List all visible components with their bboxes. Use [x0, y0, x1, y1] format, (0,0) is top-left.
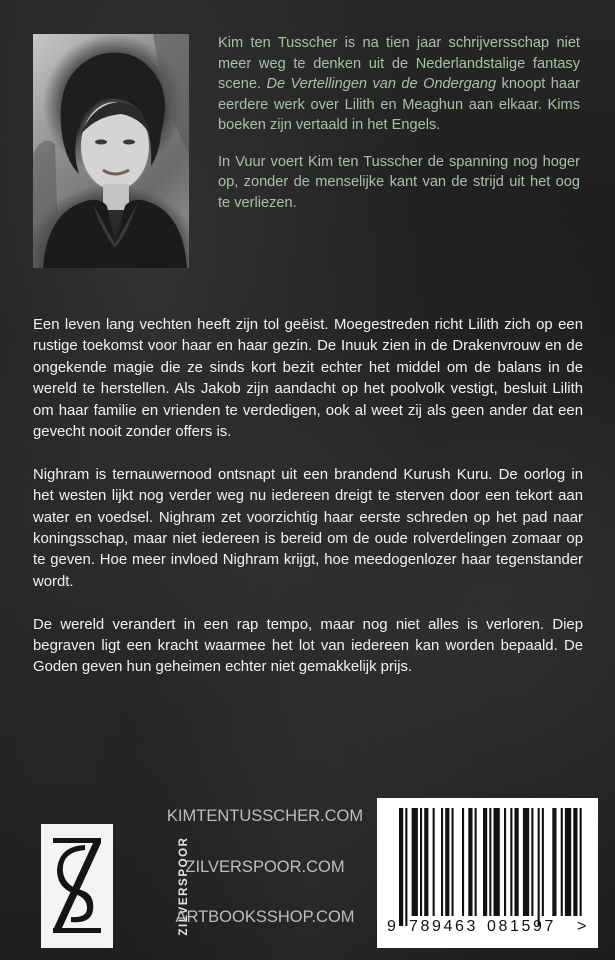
barcode-bar [494, 808, 500, 916]
barcode-bar [561, 808, 563, 916]
barcode-bar [538, 808, 540, 926]
barcode-bar [420, 808, 422, 916]
barcode-bar [452, 808, 454, 916]
barcode-bar [462, 808, 464, 916]
barcode-bar [433, 808, 435, 916]
barcode-bar [580, 808, 582, 916]
publisher-name: ZILVERSPOOR [178, 836, 190, 936]
blurb-paragraph-1: Een leven lang vechten heeft zijn tol geëist. Moegestreden richt Lilith zich op een rustige toekomst voor haar en haar gezin. De Inuuk zien in de Drakenvrouw en de ongekende magie die ze sinds kort bezit echter het middel om de balans in de wereld te herstellen. Als Jakob zijn aandacht op het poolvolk vestigt, besluit Lilith om haar familie en vrienden te verdedigen, ook al weet zij als geen ander dat een gevecht nooit zonder offers is. [33, 317, 583, 441]
blurb-paragraph-2: Nighram is ternauwernood ontsnapt uit een brandend Kurush Kuru. De oorlog in het westen lijkt nog verder weg nu iedereen dreigt te sterven door een tekort aan water en voedsel. Nighram zet voorzichtig haar eerste schreden op het pad naar koningsschap, maar niet iedereen is bereid om de oude rolverdelingen zomaar op te geven. Hoe meer invloed Nighram krijgt, hoe meedogenlozer haar tegenstander wordt. [33, 466, 583, 590]
author-bio [218, 33, 580, 229]
barcode-bar [552, 808, 556, 916]
author-bio-text: Kim ten Tusscher is na tien jaar schrijversschap niet meer weg te denken uit de Nederlandstalige fantasy scene. [218, 35, 580, 92]
isbn-barcode [377, 798, 598, 948]
barcode-bar [399, 808, 403, 926]
barcode-bar [468, 808, 472, 916]
isbn-group-1: 789463 [409, 918, 478, 935]
barcode-bar [515, 808, 519, 916]
barcode-bar [523, 808, 529, 916]
author-bio-text: knoopt haar eerdere werk over Lilith en Meaghun aan elkaar. Kims boeken zijn vertaald in het Engels. [218, 76, 581, 133]
barcode-bar [510, 808, 512, 916]
book-blurb [33, 315, 583, 700]
publisher-logo [41, 824, 113, 948]
isbn-group-2: 081597 [487, 918, 556, 935]
url-zilverspoor[interactable]: ZILVERSPOOR.COM [185, 858, 345, 876]
author-portrait-illustration [33, 34, 189, 268]
isbn-number [377, 918, 598, 942]
barcode-bar [531, 808, 533, 916]
barcode-bar [424, 808, 428, 916]
isbn-first-digit: 9 [387, 918, 396, 935]
barcode-bar [504, 808, 506, 916]
barcode-bar [412, 808, 418, 916]
url-artbooksshop[interactable]: ARTBOOKSSHOP.COM [175, 908, 355, 926]
url-kimtentusscher[interactable]: KIMTENTUSSCHER.COM [166, 807, 364, 825]
zilverspoor-logo-icon [41, 824, 113, 948]
barcode-bar [445, 808, 449, 916]
author-bio-paragraph-1 [218, 33, 580, 136]
barcode-bar [405, 808, 407, 926]
blurb-paragraph-3: De wereld verandert in een rap tempo, maar nog niet alles is verloren. Diep begraven ligt een kracht waarmee het lot van iedereen kan worden bepaald. De Goden geven hun geheimen echter niet gemakkelijk prijs. [33, 616, 583, 676]
barcode-bar [441, 808, 443, 916]
barcode-bar [565, 808, 571, 916]
barcode-bar [542, 808, 544, 916]
author-photo [33, 34, 189, 268]
barcode-bar [483, 808, 487, 916]
author-bio-paragraph-2: In Vuur voert Kim ten Tusscher de spanning nog hoger op, zonder de menselijke kant van de strijd uit het oog te verliezen. [218, 153, 580, 211]
barcode-bar [489, 808, 491, 916]
barcode-bar [475, 808, 477, 916]
isbn-arrow: > [577, 918, 587, 935]
series-title: De Vertellingen van de Ondergang [266, 76, 497, 92]
barcode-bar [573, 808, 577, 916]
